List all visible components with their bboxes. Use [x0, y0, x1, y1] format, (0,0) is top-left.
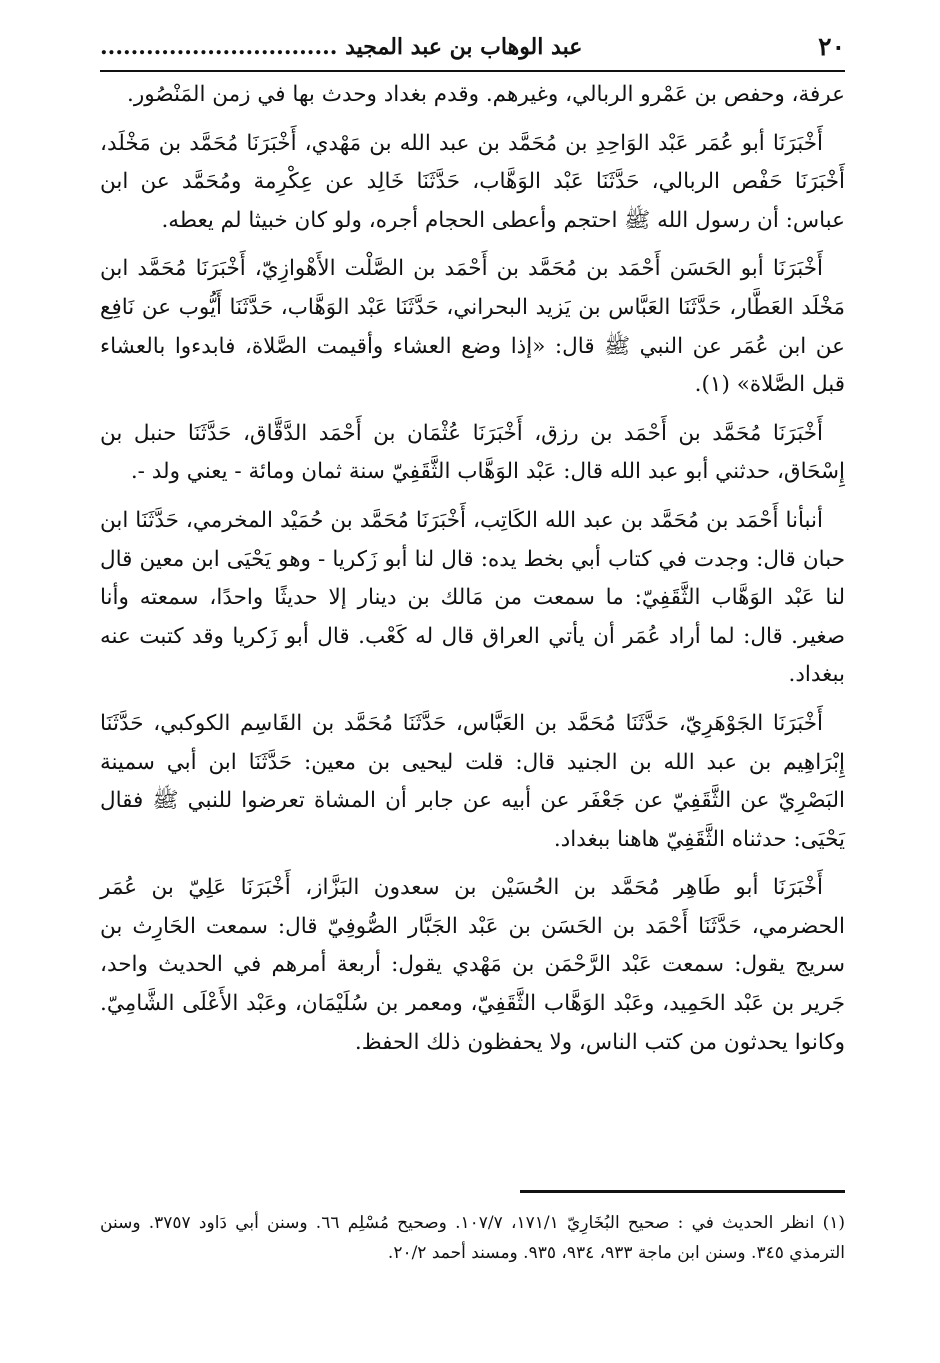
page-header [100, 30, 845, 72]
paragraph: أَخْبَرَنَا مُحَمَّد بن أَحْمَد بن رزق، أَخْبَرَنَا عُثْمَان بن أَحْمَد الدَّقَّاق، حَدَّثَنَا حنبل بن إِسْحَاق، حدثني أبو عبد الله قال: عَبْد الوَهَّاب الثَّقَفِيّ سنة ثمان ومائة - يعني ولد -. [100, 420, 845, 485]
paragraph: أَخْبَرَنَا أبو طَاهِر مُحَمَّد بن الحُسَيْن بن سعدون البَزَّاز، أَخْبَرَنَا عَلِيّ بن عُمَر الحضرمي، حَدَّثَنَا أَحْمَد بن الحَسَن بن عَبْد الجَبَّار الصُّوفِيّ قال: سمعت الحَارِث بن سريج يقول: سمعت عَبْد الرَّحْمَن بن مَهْدي يقول: أربعة أمرهم في الحديث واحد، جَرير بن عَبْد الحَمِيد، وعَبْد الوَهَّاب الثَّقَفِيّ، ومعمر بن سُلَيْمَان، وعَبْد الأَعْلَى الشَّامِيّ. وكانوا يحدثون من كتب الناس، ولا يحفظون ذلك الحفظ. [100, 875, 845, 1055]
paragraph: أنبأنا أَحْمَد بن مُحَمَّد بن عبد الله الكَاتِب، أَخْبَرَنَا مُحَمَّد بن حُمَيْد المخرمي، حَدَّثَنَا ابن حبان قال: وجدت في كتاب أبي بخط يده: قال لنا أبو زَكريا - وهو يَحْيَى ابن معين قال لنا عَبْد الوَهَّاب الثَّقَفِيّ: ما سمعت من مَالك بن دينار إلا حديثًا واحدًا، سمعته وأنا صغير. قال: لما أراد عُمَر أن يأتي العراق قال له كَعْب. قال أبو زَكريا وقد كتبت عنه ببغداد. [100, 507, 845, 688]
paragraph: أَخْبَرَنَا أبو عُمَر عَبْد الوَاحِدِ بن مُحَمَّد بن عبد الله بن مَهْدي، أَخْبَرَنَا مُحَمَّد بن مَخْلَد، أَخْبَرَنَا حَفْص الربالي، حَدَّثَنَا عَبْد الوَهَّاب، حَدَّثَنَا خَالِد عن عِكْرِمة ومُحَمَّد عن ابن عباس: أن رسول الله ﷺ احتجم وأعطى الحجام أجره، ولو كان خبيثا لم يعطه. [100, 130, 845, 233]
body-text [100, 76, 845, 1072]
page-number: ٢٠ [818, 32, 845, 61]
footnote: (١) انظر الحديث في : صحيح البُخَارِيّ ١٧١/١، ١٠٧/٧. وصحيح مُسْلِم ٦٦. وسنن أبي دَاود ٣٧٥٧. وسنن الترمذي ٣٤٥. وسنن ابن ماجة ٩٣٣، ٩٣٤، ٩٣٥. ومسند أحمد ٢٠/٢. [100, 1213, 845, 1263]
paragraph: عرفة، وحفص بن عَمْرو الربالي، وغيرهم. وقدم بغداد وحدث بها في زمن المَنْصُور. [127, 82, 845, 107]
footnote-separator [520, 1190, 845, 1193]
running-head: عبد الوهاب بن عبد المجيد ............................... [100, 34, 583, 60]
paragraph: أَخْبَرَنَا أبو الحَسَن أَحْمَد بن مُحَمَّد بن أَحْمَد بن الصَّلْت الأَهْوازِيّ، أَخْبَرَنَا مُحَمَّد ابن مَخْلَد العَطَّار، حَدَّثَنَا العَبَّاس بن يَزيد البحراني، حَدَّثَنَا عَبْد الوَهَّاب، حَدَّثَنَا أَيُّوب عن نَافِع عن ابن عُمَر عن النبي ﷺ قال: «إذا وضع العشاء وأقيمت الصَّلاة، فابدءوا بالعشاء قبل الصَّلاة» (١). [100, 256, 845, 398]
paragraph: أَخْبَرَنَا الجَوْهَرِيّ، حَدَّثَنَا مُحَمَّد بن العَبَّاس، حَدَّثَنَا مُحَمَّد بن القَاسِم الكوكبي، حَدَّثَنَا إِبْرَاهِيم بن عبد الله بن الجنيد قال: قلت ليحيى بن معين: حَدَّثَنَا ابن أبي سمينة البَصْرِيّ عن الثَّقَفِيّ عن جَعْفَر عن أبيه عن جابر أن المشاة تعرضوا للنبي ﷺ فقال يَحْيَى: حدثناه الثَّقَفِيّ هاهنا ببغداد. [100, 710, 845, 852]
